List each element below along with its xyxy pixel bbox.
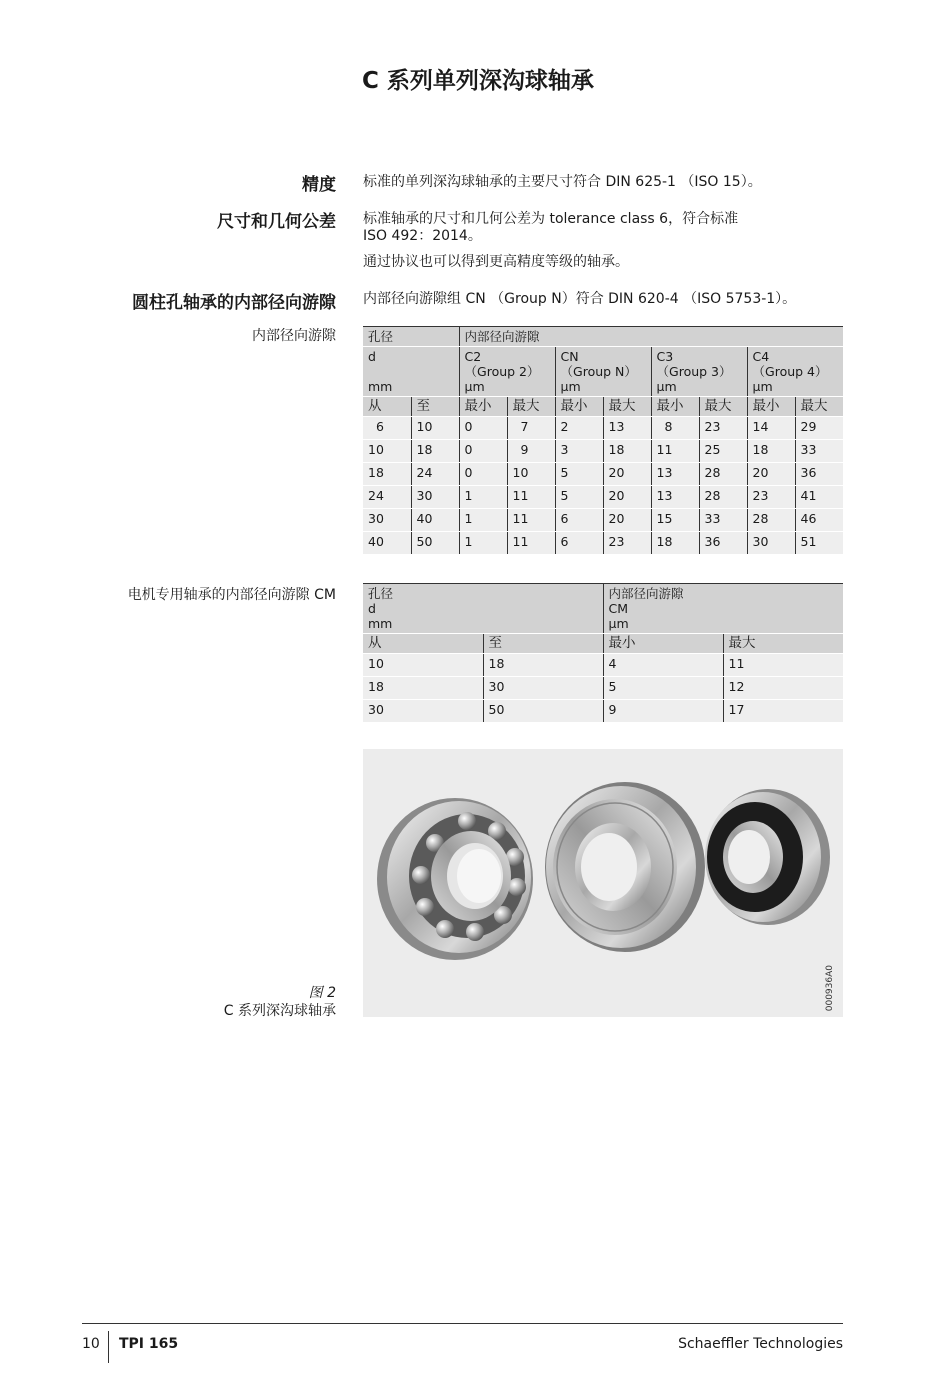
table-cell: 13 bbox=[603, 417, 651, 440]
table-cell: 18 bbox=[411, 440, 459, 463]
tolerance-text-line2: ISO 492：2014。 bbox=[363, 228, 482, 244]
table-cell: 5 bbox=[555, 486, 603, 509]
table-cell: 13 bbox=[651, 463, 699, 486]
table-cell: 10 bbox=[507, 463, 555, 486]
table-cell: 10 bbox=[411, 417, 459, 440]
figure-code: 000936A0 bbox=[825, 964, 835, 1011]
table-cell: 18 bbox=[363, 677, 483, 700]
table-cell: 18 bbox=[483, 654, 603, 677]
table-group-row bbox=[363, 347, 843, 397]
bearings-figure bbox=[363, 749, 843, 1017]
table-cell: 20 bbox=[603, 486, 651, 509]
table-cell: 11 bbox=[507, 532, 555, 555]
table-cell: 0 bbox=[459, 440, 507, 463]
table-cell: 36 bbox=[699, 532, 747, 555]
clearance-header: 内部径向游隙 bbox=[459, 327, 843, 347]
bore-subheader bbox=[363, 347, 459, 397]
table-cell: 41 bbox=[795, 486, 843, 509]
table-cell: 28 bbox=[747, 509, 795, 532]
motor-table-header-row bbox=[363, 584, 843, 634]
precision-heading: 精度 bbox=[302, 175, 336, 195]
motor-clearance-table bbox=[363, 583, 843, 723]
table-cell: 11 bbox=[507, 509, 555, 532]
table-cell: 10 bbox=[363, 440, 411, 463]
table-cell: 7 bbox=[507, 417, 555, 440]
table-cell: 8 bbox=[651, 417, 699, 440]
table-row bbox=[363, 700, 843, 723]
table-row bbox=[363, 417, 843, 440]
bore-header: 孔径 bbox=[363, 327, 459, 347]
sealed-bearing-icon bbox=[705, 789, 830, 925]
table-cell: 36 bbox=[795, 463, 843, 486]
clearance-text: 内部径向游隙组 CN （Group N）符合 DIN 620-4 （ISO 5753-1）。 bbox=[363, 291, 797, 307]
table-cell: 11 bbox=[723, 654, 843, 677]
table-row bbox=[363, 532, 843, 555]
table-cell: 51 bbox=[795, 532, 843, 555]
table-cell: 5 bbox=[603, 677, 723, 700]
table-cell: 18 bbox=[651, 532, 699, 555]
table-cell: 24 bbox=[363, 486, 411, 509]
table-cell: 20 bbox=[747, 463, 795, 486]
table-cell: 50 bbox=[411, 532, 459, 555]
table-cell: 1 bbox=[459, 486, 507, 509]
open-bearing-icon bbox=[377, 798, 533, 960]
bearings-illustration bbox=[363, 749, 843, 1017]
page-title: C 系列单列深沟球轴承 bbox=[362, 68, 594, 94]
document-id: TPI 165 bbox=[119, 1336, 179, 1352]
table-cell: 18 bbox=[603, 440, 651, 463]
table-cell: 4 bbox=[603, 654, 723, 677]
table-cell: 0 bbox=[459, 417, 507, 440]
tolerance-text-line1: 标准轴承的尺寸和几何公差为 tolerance class 6，符合标准 bbox=[363, 211, 739, 227]
table-cell: 20 bbox=[603, 509, 651, 532]
group-c2: C2 （Group 2） µm bbox=[459, 347, 555, 397]
table-cell: 46 bbox=[795, 509, 843, 532]
table-cell: 29 bbox=[795, 417, 843, 440]
table-cell: 11 bbox=[507, 486, 555, 509]
table-row bbox=[363, 486, 843, 509]
table-cell: 23 bbox=[603, 532, 651, 555]
figure-number: 图 2 bbox=[308, 985, 336, 1001]
table-cell: 50 bbox=[483, 700, 603, 723]
table-cell: 13 bbox=[651, 486, 699, 509]
table-row bbox=[363, 654, 843, 677]
tolerance-text-line3: 通过协议也可以得到更高精度等级的轴承。 bbox=[363, 254, 629, 270]
motor-table-sub-header-row: 从 至 最小 最大 bbox=[363, 634, 843, 654]
table-cell: 30 bbox=[747, 532, 795, 555]
table-row bbox=[363, 463, 843, 486]
tolerance-heading: 尺寸和几何公差 bbox=[217, 212, 336, 232]
table-cell: 14 bbox=[747, 417, 795, 440]
bore-unit: mm bbox=[368, 379, 393, 394]
table-cell: 28 bbox=[699, 486, 747, 509]
table-cell: 30 bbox=[363, 509, 411, 532]
clearance-heading: 圆柱孔轴承的内部径向游隙 bbox=[132, 293, 336, 313]
table-cell: 30 bbox=[411, 486, 459, 509]
table-cell: 9 bbox=[603, 700, 723, 723]
precision-text: 标准的单列深沟球轴承的主要尺寸符合 DIN 625-1 （ISO 15）。 bbox=[363, 174, 762, 190]
bore-d-label: d bbox=[368, 349, 376, 364]
page-number: 10 bbox=[82, 1336, 100, 1352]
table-row bbox=[363, 440, 843, 463]
table-cell: 30 bbox=[363, 700, 483, 723]
group-c4: C4 （Group 4） µm bbox=[747, 347, 843, 397]
group-cn: CN （Group N） µm bbox=[555, 347, 651, 397]
clearance-table-label: 内部径向游隙 bbox=[252, 328, 336, 344]
table-row bbox=[363, 509, 843, 532]
shielded-bearing-icon bbox=[545, 782, 705, 952]
motor-clearance-label: 电机专用轴承的内部径向游隙 CM bbox=[127, 587, 336, 603]
table-cell: 40 bbox=[363, 532, 411, 555]
table-cell: 33 bbox=[795, 440, 843, 463]
footer-divider bbox=[82, 1323, 843, 1324]
table-cell: 23 bbox=[747, 486, 795, 509]
motor-clearance-header: 内部径向游隙 CM µm bbox=[603, 584, 843, 634]
table-cell: 9 bbox=[507, 440, 555, 463]
table-cell: 17 bbox=[723, 700, 843, 723]
table-cell: 6 bbox=[555, 532, 603, 555]
table-cell: 20 bbox=[603, 463, 651, 486]
table-cell: 3 bbox=[555, 440, 603, 463]
table-cell: 12 bbox=[723, 677, 843, 700]
table-cell: 0 bbox=[459, 463, 507, 486]
table-cell: 6 bbox=[363, 417, 411, 440]
table-cell: 40 bbox=[411, 509, 459, 532]
footer-separator bbox=[108, 1331, 109, 1363]
table-cell: 18 bbox=[363, 463, 411, 486]
table-cell: 1 bbox=[459, 509, 507, 532]
table-cell: 2 bbox=[555, 417, 603, 440]
table-cell: 25 bbox=[699, 440, 747, 463]
table-cell: 15 bbox=[651, 509, 699, 532]
table-cell: 1 bbox=[459, 532, 507, 555]
table-cell: 28 bbox=[699, 463, 747, 486]
table-cell: 33 bbox=[699, 509, 747, 532]
clearance-table bbox=[363, 326, 843, 555]
table-cell: 10 bbox=[363, 654, 483, 677]
company-name: Schaeffler Technologies bbox=[678, 1336, 843, 1352]
table-cell: 11 bbox=[651, 440, 699, 463]
table-cell: 23 bbox=[699, 417, 747, 440]
figure-caption: C 系列深沟球轴承 bbox=[223, 1003, 336, 1019]
table-cell: 5 bbox=[555, 463, 603, 486]
table-cell: 30 bbox=[483, 677, 603, 700]
table-cell: 24 bbox=[411, 463, 459, 486]
table-header-row bbox=[363, 327, 843, 347]
table-sub-header-row: 从 至 最小 最大 最小 最大 最小 最大 最小 最大 bbox=[363, 397, 843, 417]
table-cell: 6 bbox=[555, 509, 603, 532]
table-cell: 18 bbox=[747, 440, 795, 463]
group-c3: C3 （Group 3） µm bbox=[651, 347, 747, 397]
motor-bore-header: 孔径 d mm bbox=[363, 584, 603, 634]
table-row bbox=[363, 677, 843, 700]
